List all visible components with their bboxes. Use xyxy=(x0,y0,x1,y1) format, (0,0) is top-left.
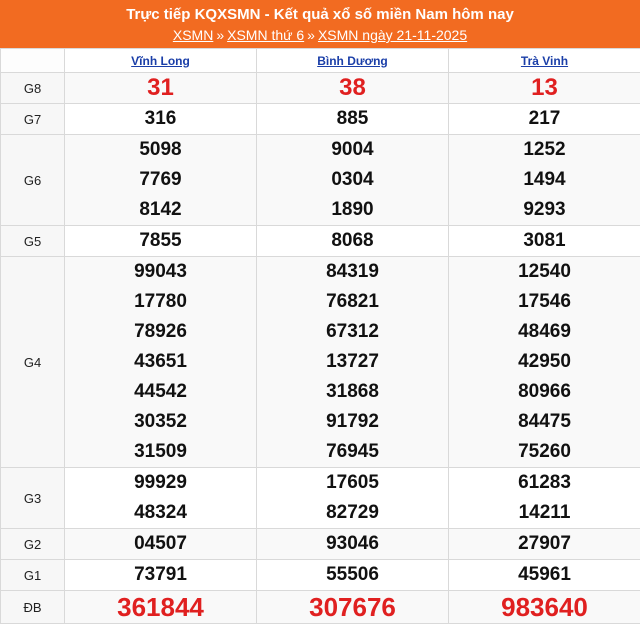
prize-number: 48324 xyxy=(134,502,187,523)
prize-number: 14211 xyxy=(518,502,571,523)
prize-cell xyxy=(449,560,640,591)
prize-cell xyxy=(65,468,257,529)
prize-cell xyxy=(65,226,257,257)
prize-number: 80966 xyxy=(518,381,571,402)
prize-label: G3 xyxy=(1,468,65,529)
prize-number: 31868 xyxy=(326,381,379,402)
prize-cell xyxy=(257,257,449,468)
prize-row-g7 xyxy=(1,104,640,135)
prize-number: 99929 xyxy=(134,472,187,493)
prize-number: 13 xyxy=(531,74,558,101)
prize-number: 885 xyxy=(336,108,369,129)
prize-label: ĐB xyxy=(1,591,65,624)
prize-number: 316 xyxy=(144,108,177,129)
province-header xyxy=(65,49,257,73)
prize-number: 38 xyxy=(339,74,366,101)
breadcrumb xyxy=(0,26,640,44)
prize-number: 84475 xyxy=(518,411,571,432)
corner-cell xyxy=(1,49,65,73)
page-header xyxy=(0,0,640,48)
prize-number: 45961 xyxy=(518,564,571,585)
prize-cell xyxy=(257,73,449,104)
prize-label: G5 xyxy=(1,226,65,257)
prize-number: 73791 xyxy=(134,564,187,585)
prize-number: 17605 xyxy=(326,472,379,493)
prize-number: 61283 xyxy=(518,472,571,493)
prize-number: 1890 xyxy=(331,199,374,220)
prize-number: 76945 xyxy=(326,441,379,462)
prize-number: 93046 xyxy=(326,533,379,554)
prize-number: 307676 xyxy=(309,592,396,622)
prize-number: 1494 xyxy=(523,169,566,190)
prize-number: 17780 xyxy=(134,291,187,312)
prize-cell xyxy=(449,226,640,257)
prize-cell xyxy=(257,135,449,226)
prize-number: 04507 xyxy=(134,533,187,554)
prize-cell xyxy=(449,591,640,624)
prize-label: G4 xyxy=(1,257,65,468)
prize-number: 7855 xyxy=(139,230,182,251)
prize-cell xyxy=(257,104,449,135)
prize-number: 17546 xyxy=(518,291,571,312)
province-link-vinh-long[interactable]: Vĩnh Long xyxy=(131,53,190,68)
prize-number: 8142 xyxy=(139,199,182,220)
prize-cell xyxy=(257,591,449,624)
prize-cell xyxy=(257,560,449,591)
prize-number: 0304 xyxy=(331,169,374,190)
prize-number: 91792 xyxy=(326,411,379,432)
prize-row-g8 xyxy=(1,73,640,104)
prize-cell xyxy=(65,73,257,104)
prize-cell xyxy=(65,560,257,591)
breadcrumb-separator: » xyxy=(307,27,315,43)
breadcrumb-xsmn[interactable]: XSMN xyxy=(172,27,214,43)
prize-label: G7 xyxy=(1,104,65,135)
prize-number: 42950 xyxy=(518,351,571,372)
prize-number: 1252 xyxy=(523,139,566,160)
prize-row-g4 xyxy=(1,257,640,468)
prize-cell xyxy=(449,104,640,135)
prize-cell xyxy=(257,529,449,560)
prize-cell xyxy=(65,104,257,135)
page-title: Trực tiếp KQXSMN - Kết quả xổ số miền Nam hôm nay xyxy=(126,6,514,23)
prize-cell xyxy=(65,529,257,560)
prize-number: 43651 xyxy=(134,351,187,372)
prize-cell xyxy=(65,591,257,624)
prize-number: 78926 xyxy=(134,321,187,342)
prize-number: 5098 xyxy=(139,139,182,160)
prize-number: 31509 xyxy=(134,441,187,462)
prize-number: 48469 xyxy=(518,321,571,342)
results-table xyxy=(0,48,640,624)
prize-number: 84319 xyxy=(326,261,379,282)
prize-number: 30352 xyxy=(134,411,187,432)
prize-number: 8068 xyxy=(331,230,374,251)
prize-row-g3 xyxy=(1,468,640,529)
province-link-binh-duong[interactable]: Bình Dương xyxy=(317,53,388,68)
prize-label: G6 xyxy=(1,135,65,226)
prize-cell xyxy=(449,73,640,104)
prize-label: G2 xyxy=(1,529,65,560)
prize-cell xyxy=(449,468,640,529)
prize-row-g2 xyxy=(1,529,640,560)
prize-cell xyxy=(65,135,257,226)
prize-row-g1 xyxy=(1,560,640,591)
prize-number: 31 xyxy=(147,74,174,101)
prize-number: 983640 xyxy=(501,592,588,622)
prize-label: G1 xyxy=(1,560,65,591)
prize-number: 7769 xyxy=(139,169,182,190)
prize-number: 55506 xyxy=(326,564,379,585)
province-header-row xyxy=(1,49,640,73)
prize-cell xyxy=(449,135,640,226)
prize-cell xyxy=(65,257,257,468)
prize-label: G8 xyxy=(1,73,65,104)
province-header xyxy=(449,49,640,73)
breadcrumb-xsmn-date[interactable]: XSMN ngày 21-11-2025 xyxy=(317,27,468,43)
prize-number: 76821 xyxy=(326,291,379,312)
prize-number: 27907 xyxy=(518,533,571,554)
prize-number: 67312 xyxy=(326,321,379,342)
prize-cell xyxy=(257,226,449,257)
prize-number: 82729 xyxy=(326,502,379,523)
prize-number: 9004 xyxy=(331,139,374,160)
prize-cell xyxy=(449,529,640,560)
prize-number: 99043 xyxy=(134,261,187,282)
province-link-tra-vinh[interactable]: Trà Vinh xyxy=(520,53,569,68)
breadcrumb-xsmn-thu-6[interactable]: XSMN thứ 6 xyxy=(227,27,305,43)
prize-number: 12540 xyxy=(518,261,571,282)
prize-number: 75260 xyxy=(518,441,571,462)
prize-row-g5 xyxy=(1,226,640,257)
prize-row-đb xyxy=(1,591,640,624)
breadcrumb-separator: » xyxy=(216,27,225,43)
prize-number: 217 xyxy=(528,108,561,129)
prize-number: 361844 xyxy=(117,592,204,622)
prize-row-g6 xyxy=(1,135,640,226)
prize-number: 13727 xyxy=(326,351,379,372)
prize-number: 44542 xyxy=(134,381,187,402)
prize-number: 3081 xyxy=(523,230,566,251)
province-header xyxy=(257,49,449,73)
prize-cell xyxy=(257,468,449,529)
prize-cell xyxy=(449,257,640,468)
prize-number: 9293 xyxy=(523,199,566,220)
